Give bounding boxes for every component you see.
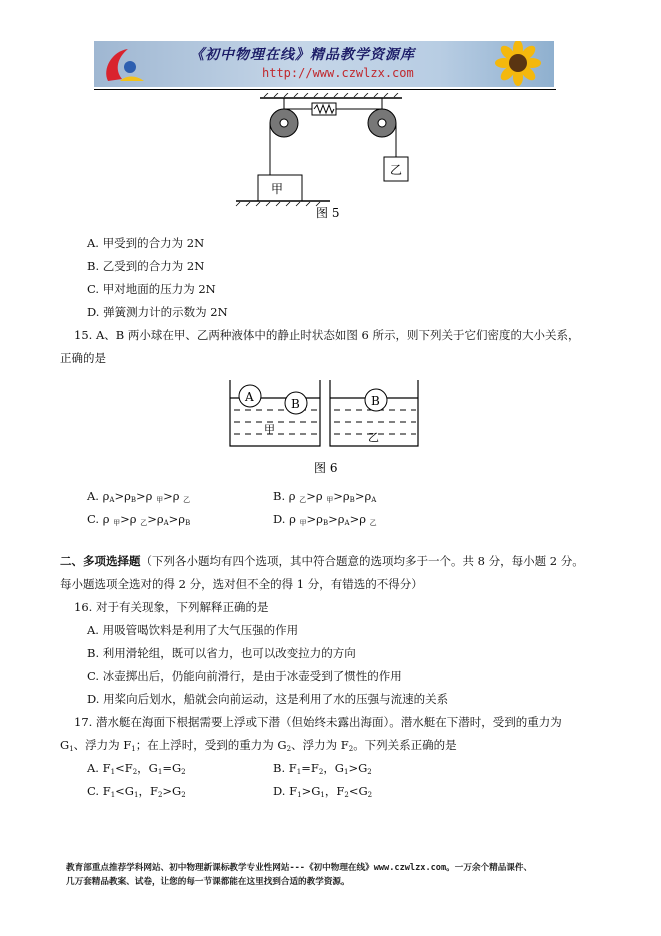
section-2-heading: 二、多项选择题	[60, 554, 141, 568]
q15-option-d: D. ρ $_甲>\rho_B>\rho_A>\rho$ $_乙$	[273, 512, 377, 527]
q15-stem-line1: 15. A、B 两小球在甲、乙两种液体中的静止时状态如图 6 所示，则下列关于它们密度的大小关系，	[74, 328, 580, 342]
q17-option-b: B. $F_1=F_2$，$G_1>G_2$	[273, 761, 372, 776]
q15-option-c: C. ρ $_甲$>ρ $_乙>\rho_A>\rho_B$	[87, 512, 191, 527]
header-divider	[94, 89, 556, 90]
figure-6-liquid-left-label: 甲	[264, 423, 275, 436]
header-banner	[94, 41, 554, 87]
q17-stem-line2: $G_1$、浮力为 $F_1$；在上浮时，受到的重力为 $G_2$、浮力为 $F_2$。下列关系正确的是	[60, 738, 457, 753]
sunflower-icon	[486, 41, 548, 87]
footer-line1: 教育部重点推荐学科网站、初中物理新课标教学专业性网站---《初中物理在线》www.czwlzx.com。一万余个精品课件、	[66, 863, 533, 873]
q15-stem-line2: 正确的是	[60, 351, 106, 365]
figure-6-ball-a-label: A	[245, 390, 254, 404]
q14-option-a: A. 甲受到的合力为 2N	[87, 236, 205, 250]
q16-option-b: B. 利用滑轮组，既可以省力，也可以改变拉力的方向	[87, 646, 356, 660]
q14-option-d: D. 弹簧测力计的示数为 2N	[87, 305, 228, 319]
figure-5-caption: 图 5	[316, 206, 340, 220]
figure-5-right-block-label: 乙	[390, 163, 403, 177]
figure-5-pulley-diagram	[234, 93, 424, 225]
section-2-line2: 每小题选项全选对的得 2 分，选对但不全的得 1 分，有错选的不得分）	[60, 577, 423, 591]
q17-option-a: A. $F_1<F_2$，$G_1=G_2$	[87, 761, 186, 776]
figure-6-caption: 图 6	[314, 461, 338, 475]
header-title: 《初中物理在线》精品教学资源库	[190, 47, 415, 63]
q15-option-b: B. ρ $_乙$>ρ $_甲>\rho_B>\rho_A$	[273, 489, 377, 504]
q16-stem: 16. 对于有关现象，下列解释正确的是	[74, 600, 269, 614]
header-url[interactable]: http://www.czwlzx.com	[262, 66, 414, 80]
figure-6-ball-b-left-label: B	[291, 397, 300, 411]
site-logo-icon	[100, 45, 146, 85]
q17-stem-line1: 17. 潜水艇在海面下根据需要上浮或下潜（但始终未露出海面）。潜水艇在下潜时，受到的重力为	[74, 715, 562, 729]
figure-6-liquid-right-label: 乙	[368, 431, 379, 444]
figure-6-liquid-diagram	[226, 376, 436, 476]
figure-5-left-block-label: 甲	[271, 182, 284, 196]
page-footer	[66, 861, 606, 889]
q16-option-a: A. 用吸管喝饮料是利用了大气压强的作用	[87, 623, 299, 637]
footer-line2: 几万套精品教案、试卷，让您的每一节课都能在这里找到合适的教学资源。	[66, 877, 350, 887]
q14-option-c: C. 甲对地面的压力为 2N	[87, 282, 216, 296]
q15-option-a: A. $\rho_A>\rho_B>\rho$ $_甲$>ρ $_乙$	[87, 489, 191, 504]
figure-6-ball-b-right-label: B	[371, 394, 380, 408]
q16-option-d: D. 用桨向后划水，船就会向前运动，这是利用了水的压强与流速的关系	[87, 692, 449, 706]
q14-option-b: B. 乙受到的合力为 2N	[87, 259, 205, 273]
q16-option-c: C. 冰壶掷出后，仍能向前滑行，是由于冰壶受到了惯性的作用	[87, 669, 402, 683]
q17-option-c: C. $F_1<G_1$，$F_2>G_2$	[87, 784, 186, 799]
q17-option-d: D. $F_1>G_1$，$F_2<G_2$	[273, 784, 373, 799]
section-2-line1: 二、多项选择题（下列各小题均有四个选项，其中符合题意的选项均多于一个。共 8 分，每小题 2 分。	[60, 554, 584, 568]
